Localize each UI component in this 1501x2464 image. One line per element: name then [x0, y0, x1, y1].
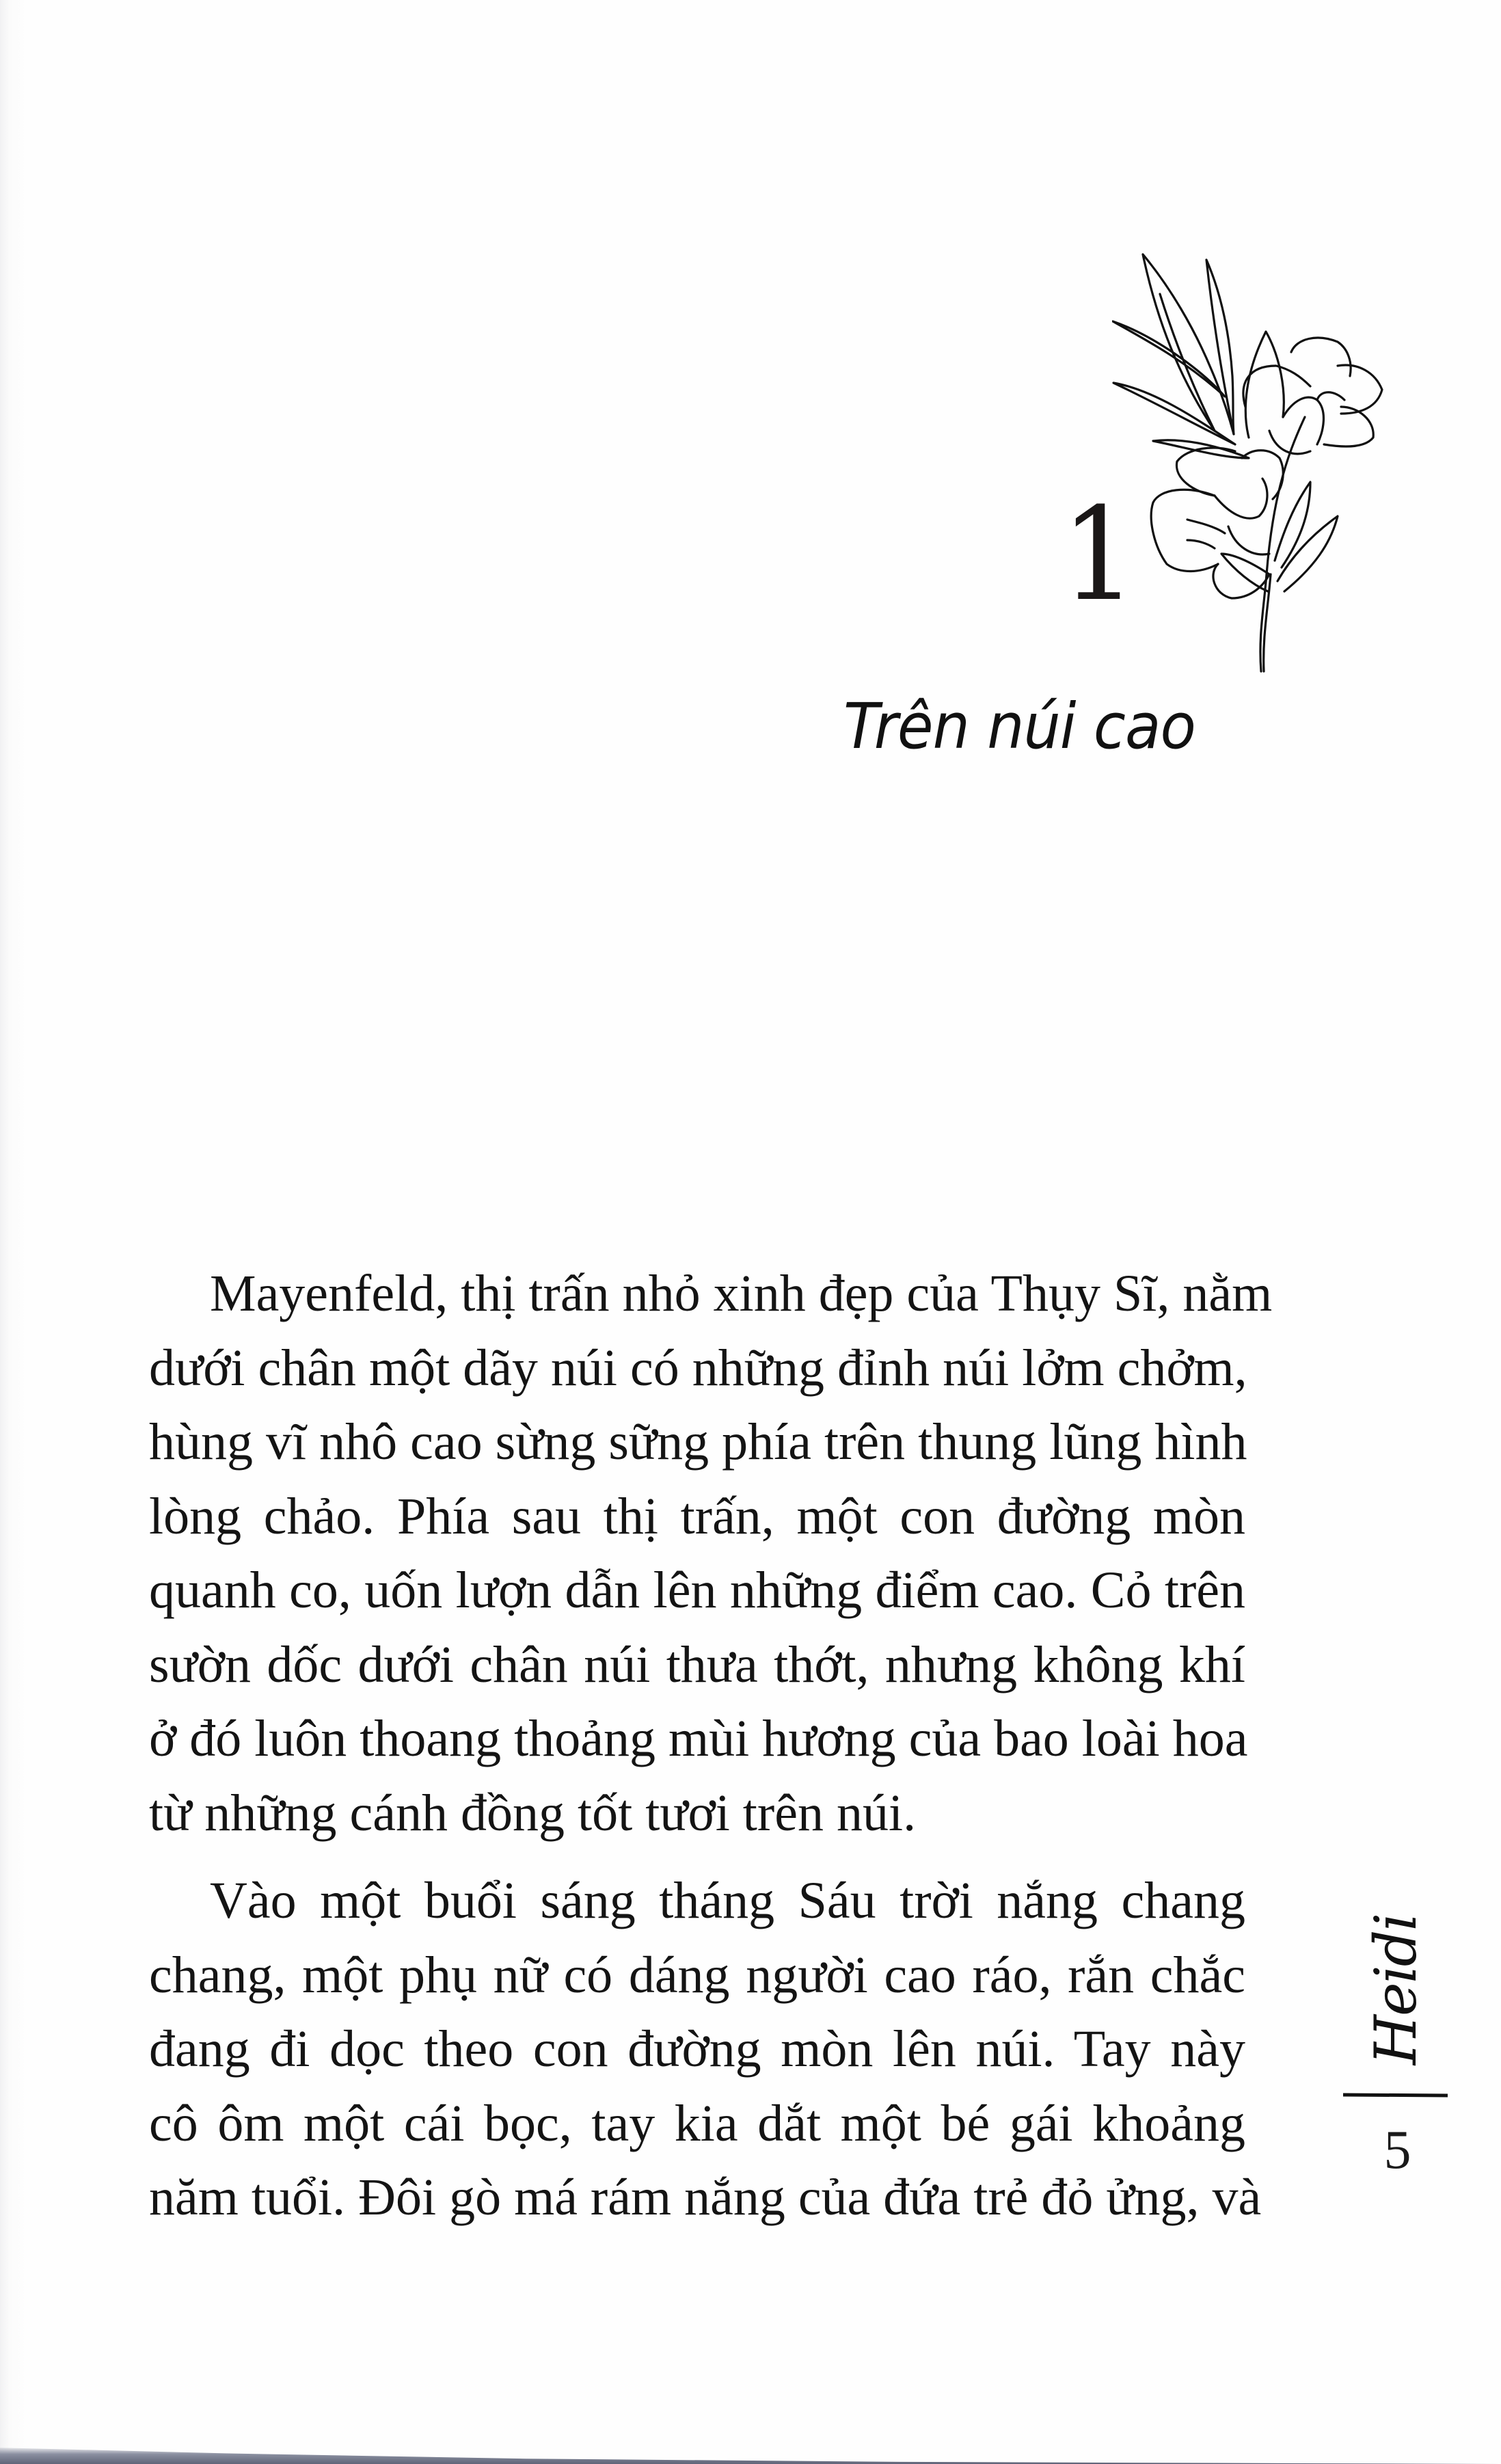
text-line: hùng vĩ nhô cao sừng sững phía trên thung lũng hình [149, 1413, 1247, 1471]
running-head-book-title: Heidi [1362, 1914, 1429, 2065]
page-number: 5 [1383, 2120, 1411, 2180]
flower-illustration-icon [1112, 253, 1385, 673]
text-line: sườn dốc dưới chân núi thưa thớt, nhưng không khí [149, 1635, 1245, 1693]
running-head-divider [1343, 2093, 1448, 2097]
text-line: Mayenfeld, thị trấn nhỏ xinh đẹp của Thụy Sĩ, nằm [210, 1265, 1273, 1322]
chapter-number: 1 [1061, 480, 1137, 630]
chapter-title: Trên núi cao [843, 690, 1195, 763]
text-line: từ những cánh đồng tốt tươi trên núi. [149, 1784, 917, 1842]
paragraph-gap [149, 1850, 1245, 1864]
text-line: năm tuổi. Đôi gò má rám nắng của đứa trẻ đỏ ửng, và [149, 2169, 1262, 2226]
body-text [149, 1257, 1273, 2235]
paragraph [149, 1257, 1273, 1850]
text-line: lòng chảo. Phía sau thị trấn, một con đường mòn [149, 1487, 1245, 1545]
text-line: đang đi dọc theo con đường mòn lên núi. Tay này [149, 2020, 1245, 2078]
text-line: chang, một phụ nữ có dáng người cao ráo, rắn chắc [149, 1946, 1245, 2004]
page-edge-shadow [0, 2446, 1501, 2464]
text-line: Vào một buổi sáng tháng Sáu trời nắng chang [210, 1872, 1245, 1929]
running-head [1343, 1907, 1448, 2072]
text-line: ở đó luôn thoang thoảng mùi hương của bao loài hoa [149, 1710, 1248, 1767]
text-line: quanh co, uốn lượn dẫn lên những điểm cao. Cỏ trên [149, 1562, 1245, 1619]
paragraph [149, 1864, 1262, 2235]
text-line: dưới chân một dãy núi có những đỉnh núi lởm chởm, [149, 1339, 1247, 1397]
text-line: cô ôm một cái bọc, tay kia dắt một bé gái khoảng [149, 2094, 1245, 2152]
